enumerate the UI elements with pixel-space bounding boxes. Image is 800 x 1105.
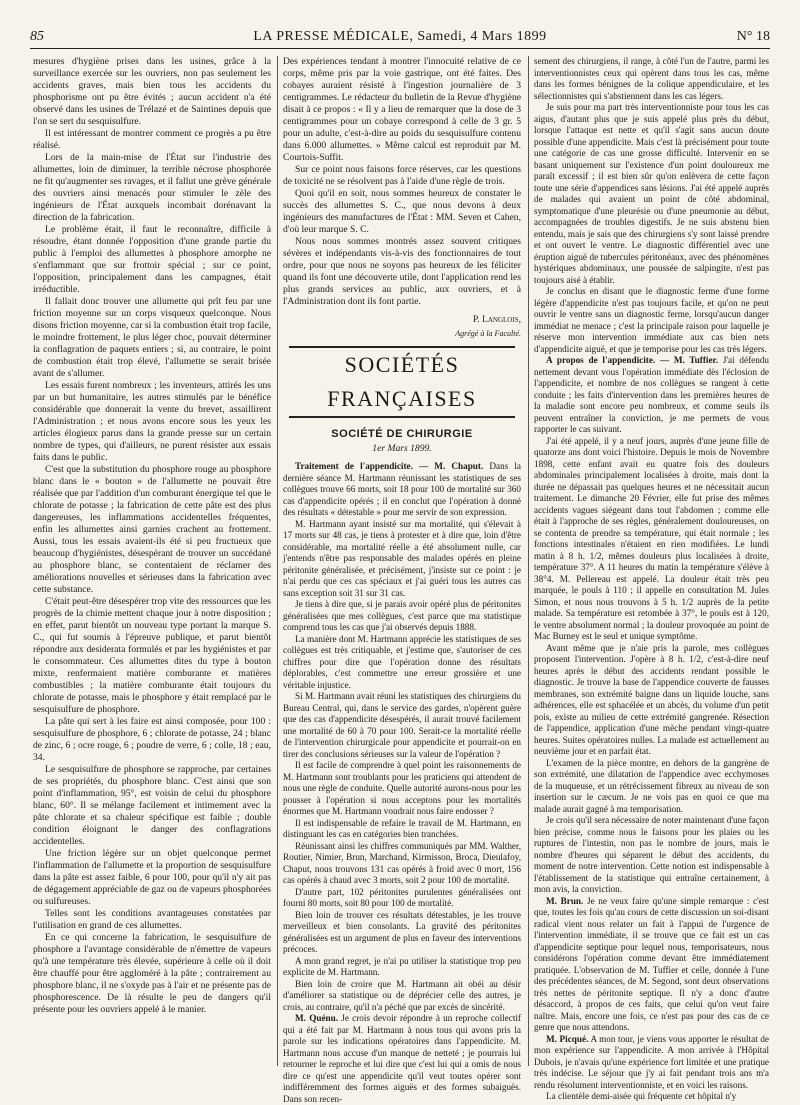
paragraph: Il est intéressant de montrer comment ce progrès a pu être réalisé. (33, 128, 271, 151)
paragraph: Telles sont les conditions avantageuses constatées par l'utilisation en grand de ces allumettes. (33, 908, 271, 931)
paragraph: Il est indispensable de refaire le travail de M. Hartmann, en distinguant les cas en catégories bien tranchées. (283, 817, 521, 839)
paragraph: C'était peut-être désespérer trop vite des ressources que les progrès de la chimie mettent chaque jour à notre disposition ; en effet, parut bientôt un nouveau type portant la marque S. C., qui fut soumis à l'épreuve publique, et parut bientôt répondre aux desiderata formulés et par les hygiénistes et par le consommateur. Ces allumettes dites du type à bouton mixte, renfermaient matière comburante et matières combustibles ; la matière comburante était toujours du chlorate de potasse, mais le phosphore y était remplacé par le sesquisulfure de phosphore. (33, 596, 271, 715)
society-title: SOCIÉTÉ DE CHIRURGIE (331, 428, 473, 440)
paragraph: C'est que la substitution du phosphore rouge au phosphore blanc dans le « bouton » de l'allumette ne pouvait être réalisée que par l'addition d'un comburant énergique tel que le chlorate de potasse ; la fabrication de cette pâte est des plus dangereuses, les inflammations accidentelles fréquentes, enfin les allumettes ainsi garnies crachent au frottement. Aussi, tous les essais avaient-ils été si peu fructueux que beaucoup d'hygiénistes, désespérant de trouver un succédané au phosphore blanc, se contentaient de réclamer des améliorations nouvelles et sérieuses dans la fabrication avec cette substance. (33, 464, 271, 595)
section-title: SOCIÉTÉS FRANÇAISES (289, 346, 515, 418)
paragraph: Je conclus en disant que le diagnostic ferme d'une forme légère d'appendicite n'est pas toujours facile, et qu'on ne peut ouvrir le ventre sans un diagnostic ferme, lorsqu'aucun danger immédiat ne menace ; c'est la principale raison pour laquelle je réserve mon intervention immédiate aux cas bien nets d'appendicite aiguë, et que je temporise pour les cas très légers. (534, 286, 769, 354)
paragraph: Réunissant ainsi les chiffres communiqués par MM. Walther, Routier, Nimier, Brun, Marchand, Kirmisson, Broca, Dieulafoy, Chaput, nous trouvons 131 cas opérés à froid avec 0 mort, 156 cas opérés à chaud avec 3 morts, soit 2 pour 100 de mortalité. (283, 840, 521, 885)
session-date: 1er Mars 1899. (372, 443, 432, 454)
paragraph: La pâte qui sert à les faire est ainsi composée, pour 100 : sesquisulfure de phosphore, 6 ; chlorate de potasse, 24 ; blanc de zinc, 6 ; ocre rouge, 6 ; poudre de verre, 6 ; colle, 18 ; eau, 34. (33, 716, 271, 763)
paragraph: J'ai été appelé, il y a neuf jours, auprès d'une jeune fille de quatorze ans dont voici l'histoire. Depuis le mois de Novembre 1898, cette enfant avait eu quatre fois des douleurs abdominales principalement localisées à droite, mais dont la durée ne dépassait pas quelques heures et ne nécessitait aucun traitement. Le dimanche 20 Février, elle fut prise des mêmes accidents vagues siégeant dans tout l'abdomen ; comme elle était à l'approche de ses règles, généralement douloureuses, on se contenta de prendre sa température, qui était normale ; les fonctions intestinales n'étaient en rien modifiées. Le lundi matin à 8 h. 1/2, mêmes douleurs plus localisées à droite, température 37°. A 11 heures du matin la température s'élève à 38°4. M. Pellereau est appelé. La douleur était très peu marquée, le pouls à 110 ; il appelle en consultation M. Jules Simon, et nous nous trouvons à 5 h. 1/2 auprès de la petite malade. Sa température est retombée à 37°, le pouls est à 120, le ventre absolument normal ; la douleur provoquée au point de Mac Burney est le seul et unique symptôme. (534, 435, 769, 641)
proceedings (283, 461, 521, 1105)
author-signature: P. Langlois, (472, 314, 521, 325)
journal-title: LA PRESSE MÉDICALE, Samedi, 4 Mars 1899 (253, 29, 547, 44)
column-divider (277, 56, 278, 1066)
paragraph: Une friction légère sur un objet quelconque permet l'inflammation de l'allumette et la proportion de sesquisulfure dans la pâte est assez faible, 6 pour 100, pour qu'il n'y ait pas de dégagement appréciable de gaz ou de vapeurs phosphorées ou sulfureuses. (33, 848, 271, 907)
topic-heading: A propos de l'appendicite. — M. Tuffier. (546, 355, 719, 365)
paragraph: mesures d'hygiène prises dans les usines, grâce à la surveillance exercée sur les ouvriers, non pas seulement les accidents graves, mais bien tous les accidents du phosphorisme ont pu être évités ; aucun accident n'a été observé dans les usines de Trélazé et de Saintines depuis que l'on se sert du sesquisulfure. (33, 56, 271, 127)
paragraph: Je crois qu'il sera nécessaire de noter maintenant d'une façon bien précise, comme nous le faisons pour les plaies ou les ruptures de l'intestin, non pas le nombre de jours, mais le nombre d'heures qui séparent le début des accidents, du moment de notre intervention. Cette notion est indispensable à l'établissement de la statistique qui entraîne certainement, à mon avis, la conviction. (534, 815, 769, 894)
paragraph: Si M. Hartmann avait réuni les statistiques des chirurgiens du Bureau Central, qui, dans le service des gardes, n'opèrent guère que des cas d'appendicite désespérés, il aurait trouvé facilement une mortalité de 60 à 70 pour 100. Serait-ce la mortalité réelle de l'intervention chirurgicale pour appendicite et pourrait-on en tirer des conclusions sérieuses sur la valeur de l'opération ? (283, 691, 521, 759)
paragraph: Quoi qu'il en soit, nous sommes heureux de constater le succès des allumettes S. C., que nous devons à deux ingénieurs des manufactures de l'État : MM. Seven et Cahen, d'où leur marque S. C. (283, 188, 521, 235)
author-title: Agrégé à la Faculté. (455, 329, 521, 338)
paragraph-text: Je crois devoir répondre à un reproche collectif qui a été fait par M. Hartmann à nous tous qui avons pris la parole sur les indications opératoires dans l'appendicite. M. Hartmann nous accuse d'un manque de netteté ; je pourrais lui retourner le reproche et lui dire que c'est lui qui a omis de nous dire ce qu'est une appendicite qu'il veut toutes opérer sont indifféremment des formes aiguës et des formes subaiguës. Dans son recen- (283, 1013, 521, 1104)
paragraph: Les essais furent nombreux ; les inventeurs, attirés les uns par un but humanitaire, les autres stimulés par le bénéfice considérable que donnerait la vente du brevet, assaillirent l'Administration ; et nous avons encore sous les yeux les articles élogieux parus dans la grande presse sur un certain nombre de types, qui d'ailleurs, ne purent résister aux essais faits dans le public. (33, 380, 271, 463)
paragraph: La manière dont M. Hartmann apprécie les statistiques de ses collègues est très critiquable, et j'estime que, s'autoriser de ces chiffres pour dire que l'opération donne des résultats déplorables, c'est commettre une erreur grossière et une véritable injustice. (283, 633, 521, 690)
paragraph: Il est facile de comprendre à quel point les raisonnements de M. Hartmann sont troublants pour les praticiens qui attendent de nous une règle de conduite. Quelle autorité aurons-nous pour les pousser à l'opération si nous acceptons pour les mortalités énormes que M. Hartmann voudrait nous faire endosser ? (283, 760, 521, 816)
speaker-name: M. Quénu. (295, 1013, 339, 1023)
paragraph: Nous nous sommes montrés assez souvent critiques sévères et indépendants vis-à-vis des fonctionnaires de tout ordre, pour que nous ne soyons pas heureux de les féliciter quand ils font une découverte utile, dont l'application rend les plus grands services au public, aux ouvriers, et à l'Administration dont ils font partie. (283, 236, 521, 307)
speaker-name: M. Picqué. (546, 1033, 589, 1044)
topic-heading: Traitement de l'appendicite. — M. Chaput. (295, 461, 484, 471)
paragraph: Je tiens à dire que, si je parais avoir opéré plus de péritonites généralisées que mes collègues, c'est parce que ma statistique comprend tous les cas que j'ai observés depuis 1888. (283, 599, 521, 632)
page-number: 85 (30, 29, 44, 44)
paragraph: Bien loin de croire que M. Hartmann ait obéi au désir d'améliorer sa statistique ou de déprécier celle des autres, je crois, au contraire, qu'il n'a péché que par excès de sincérité. (283, 978, 521, 1012)
paragraph: Bien loin de trouver ces résultats détestables, je les trouve merveilleux et bien consolants. La gravité des péritonites généralisées est un argument de plus en faveur des interventions précoces. (283, 909, 521, 954)
column-right (534, 56, 769, 1101)
paragraph: Sur ce point nous faisons force réserves, car les questions de toxicité ne se résolvent pas à l'aide d'une règle de trois. (283, 164, 521, 187)
paragraph: La clientèle demi-aisée qui fréquente cet hôpital n'y (546, 1091, 737, 1101)
page-header (30, 28, 770, 49)
paragraph: En ce qui concerne la fabrication, le sesquisulfure de phosphore a l'avantage considérable de n'émettre de vapeurs qu'à une température très élevée, supérieure à celle où il doit être chauffé pour être aggloméré à la pâte ; contrairement au phosphore blanc, il ne s'oxyde pas à l'air et ne présente pas de phosphorescence. De là résulte le peu de dangers qu'il présente pour les ouvriers appelé à le manier. (33, 932, 271, 1015)
paragraph: Je suis pour ma part très interventionniste pour tous les cas aigus, d'autant plus que je suis appelé plus près du début, lorsque l'attaque est nette et qu'il s'agit sans aucun doute possible d'une appendicite. Mais c'est là précisément pour toute une catégorie de cas une grosse difficulté. Intervenir en se basant uniquement sur l'existence d'un point douloureux me paraît excessif ; il est bien sûr qu'on enlèvera de cette façon toute une série d'appendices sans lésions. J'ai été appelé auprès de malades qui avaient un point de côté abdominal, symptomatique d'une pleurésie ou d'une pneumonie au début, accompagnées de troubles digestifs. Je ne suis abstenu bien entendu, mais je sais que des chirurgiens s'y sont laissé prendre et ont ouvert le ventre. Le diagnostic différentiel avec une éruption aiguë de tubercules péritonéaux, avec des phénomènes hystériques abdominaux, une poussée de salpingite, n'est pas toujours aisé à établir. (534, 102, 769, 285)
column-divider (528, 56, 529, 1066)
paragraph: Avant même que je n'aie pris la parole, mes collègues proposent l'intervention. J'opère à 8 h. 1/2, c'est-à-dire neuf heures après le début des accidents rendant possible le diagnostic. Je trouve la base de l'appendice couverte de fausses membranes, son extrémité baigne dans un liquide louche, sans adhérences, elle est sphacélée et un abcès, du volume d'un petit pois, existe au milieu de cette extrémité gangrenée. Résection de l'appendice, application d'une mèche pendant vingt-quatre heures. Suites opératoires nulles. La malade est actuellement au neuvième jour et en parfait état. (534, 642, 769, 756)
paragraph-text: Dans la dernière séance M. Hartmann réunissant les statistiques de ses collègues trouve 66 morts, soit 18 pour 100 de mortalité sur 360 cas d'appendicite opérés ; il en conclut que l'opération à donné des résultats « détestable » pour me servir de son expression. (283, 461, 521, 517)
column-left (33, 56, 271, 1071)
paragraph: Lors de la main-mise de l'État sur l'industrie des allumettes, loin de diminuer, la terrible nécrose phosphorée ne fit qu'augmenter ses ravages, et il fallut une grève générale des ouvriers ainsi menacés pour stimuler le zèle des ingénieurs de l'État auxquels incombait dorénavant la direction de la fabrication. (33, 152, 271, 223)
column-middle (283, 56, 521, 1104)
paragraph: Le sesquisulfure de phosphore se rapproche, par certaines de ses propriétés, du phosphore blanc. C'est ainsi que son point d'inflammation, 95°, est voisin de celui du phosphore blanc, 60°. Il se mélange facilement et intimement avec la pâte chlorate et sa chaleur spécifique est faible ; double condition éloignant le danger des conflagrations accidentelles. (33, 764, 271, 847)
paragraph: Le problème était, il faut le reconnaître, difficile à résoudre, étant donnée l'opposition d'une grande partie du public à l'emploi des allumettes à phosphore amorphe ne s'enflammant que sur frottoir spécial ; sur ce point, l'opposition, principalement dans les campagnes, était irréductible. (33, 224, 271, 295)
speaker-name: M. Brun. (546, 895, 584, 906)
paragraph: Il fallait donc trouver une allumette qui prît feu par une friction moyenne sur un corps visqueux quelconque. Nous disons friction moyenne, car si la combustion était trop facile, le moindre frottement, le plus léger choc, pouvait déterminer la conflagration de paquets entiers ; si, au contraire, le point de combustion était trop élevé, l'allumette se serait brisée avant de s'allumer. (33, 296, 271, 379)
paragraph-text: J'ai défendu nettement devant vous l'opération immédiate dès l'éclosion de l'appendicite, et nombre de nos collègues se rangent à cette conduite ; les faits d'intervention dans les premières heures de la maladie sont encore peu nombreux, et comme seuls ils peuvent entraîner la conviction, je me permets de vous rapporter le cas suivant. (534, 355, 769, 434)
paragraph: Des expériences tendant à montrer l'innocuité relative de ce corps, même pris par la voie gastrique, ont été faites. Des cobayes auraient résisté à l'ingestion journalière de 3 centigrammes. Le rédacteur du bulletin de la Revue d'hygiène disait à ce propos : « Il y a lieu de remarquer que la dose de 3 centigrammes pour un cobaye correspond à celle de 3 gr. 5 pour un adulte, c'est-à-dire au poids du sesquisulfure contenu dans 6.000 allumettes. » Même calcul est reproduit par M. Courtois-Suffit. (283, 56, 521, 163)
paragraph: sement des chirurgiens, il range, à côté l'un de l'autre, parmi les interventionnistes ceux qui opèrent dans tous les cas, même dans les formes bénignes de la colique appendiculaire, et les sélectionnistes qui s'abstiennent dans les cas légers. (534, 56, 769, 101)
paragraph-text: A mon tour, je viens vous apporter le résultat de mon expérience sur l'appendicite. A mon arrivée à l'Hôpital Dubois, je n'avais qu'une expérience fort limitée et une pratique très indécise. Le séjour que j'y ai fait pendant trois ans m'a rendu résolument interventionniste, et en voici les raisons. (534, 1033, 769, 1090)
paragraph-text: Je ne veux faire qu'une simple remarque : c'est que, toutes les fois qu'au cours de cette discussion un soi-disant radical vient nous relater un fait à l'appui de l'urgence de l'intervention immédiate, il se trouve que ce fait est un cas d'appendicite septique pour lequel nous, temporisateurs, nous considérons l'opération comme devant être immédiatement pratiquée. L'observation de M. Tuffier et celle, donnée à l'une des précédentes séances, de M. Segond, sont deux observations très nettes de péritonite septique. Il n'y a donc d'autre désaccord, à propos de ces faits, que celui qu'on veut faire naître. Mais, encore une fois, ce n'est pas pour des cas de ce genre que nous attendons. (534, 895, 769, 1032)
paragraph: D'autre part, 102 péritonites purulentes généralisées ont fourni 80 morts, soit 80 pour 100 de mortalité. (283, 886, 521, 908)
paragraph: A mon grand regret, je n'ai pu utiliser la statistique trop peu explicite de M. Hartmann. (283, 955, 521, 977)
paragraph: L'examen de la pièce montre, en dehors de la gangrène de son extrémité, une dilatation de l'appendice avec ecchymoses de la muqueuse, et un rétrécissement fibreux au niveau de son insertion sur le cæcum. Je ne vois pas en quoi ce que ma malade aurait gagné à ma temporisation. (534, 757, 769, 814)
issue-number: N° 18 (736, 29, 770, 44)
paragraph: M. Hartmann ayant insisté sur ma mortalité, qui s'élevait à 17 morts sur 48 cas, je tiens à protester et à dire que, loin d'être considérable, ma mortalité réelle a été absolument nulle, car j'entends n'être pas responsable des malades opérés en pleine péritonite généralisée, et précisément, j'insiste sur ce point : je n'ai perdu que ces cas spéciaux et j'ai guéri tous les autres cas sans exception soit 31 sur 31 cas. (283, 518, 521, 598)
